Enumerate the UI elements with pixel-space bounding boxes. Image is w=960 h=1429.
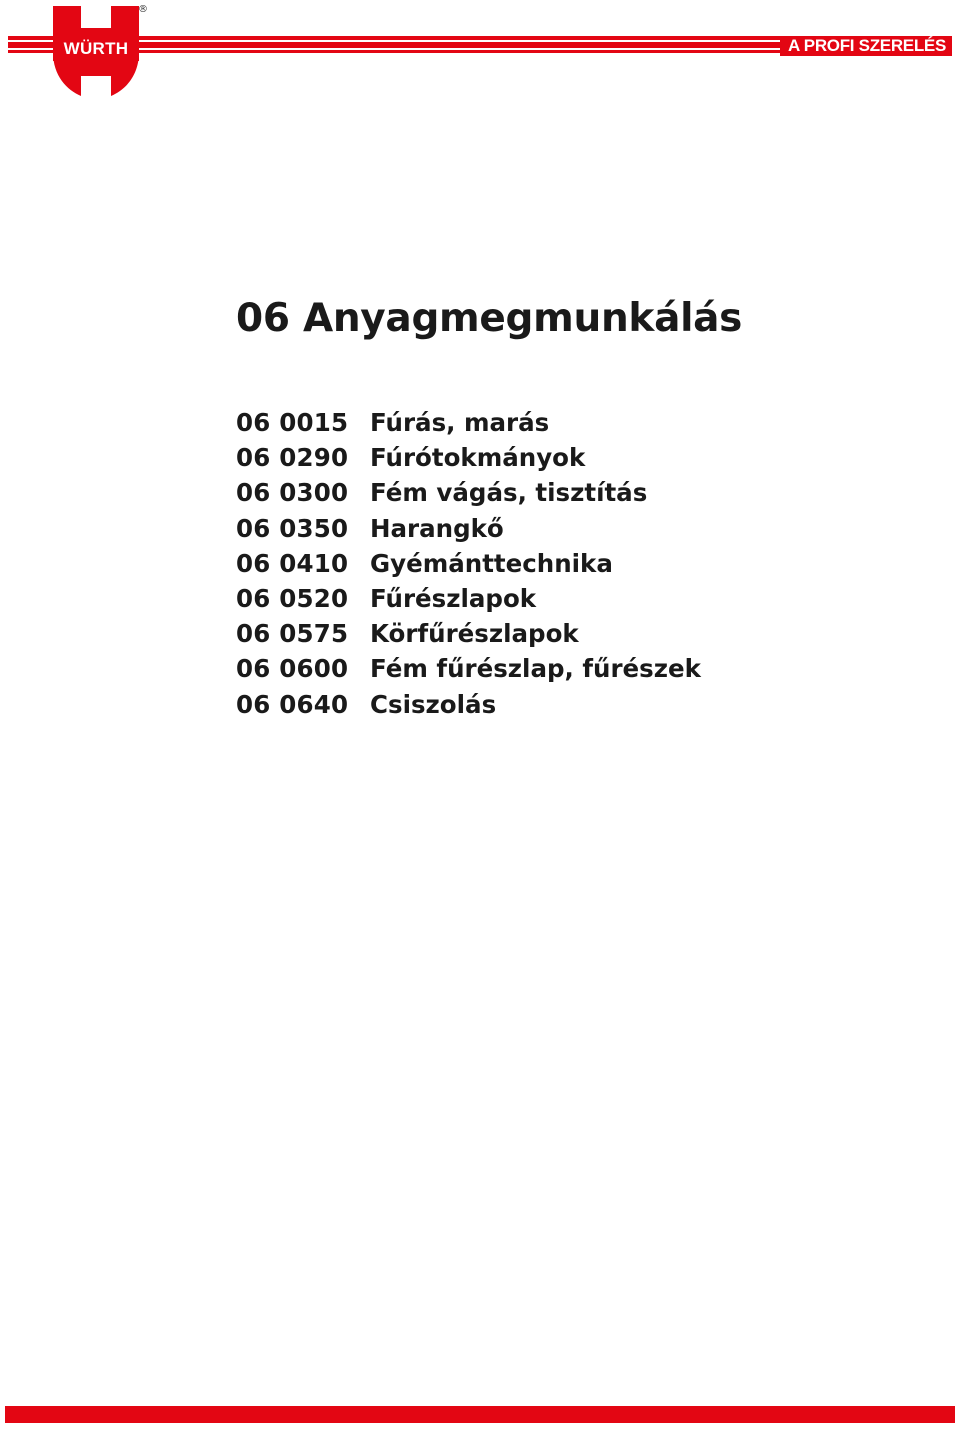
tagline-box [780,36,952,56]
toc-item-code: 06 0350 [236,513,349,543]
toc-item-label: Fúrótokmányok [370,443,586,473]
toc-item[interactable] [236,405,701,440]
toc-item-code: 06 0410 [236,548,349,578]
registered-mark: ® [138,4,148,15]
toc-item[interactable] [236,440,701,475]
table-of-contents [236,405,701,722]
toc-item[interactable] [236,651,701,686]
toc-item-label: Gyémánttechnika [370,548,613,578]
toc-item-code: 06 0015 [236,408,349,438]
logo-wordmark: WÜRTH [53,37,139,61]
toc-item-label: Harangkő [370,513,504,543]
toc-item-code: 06 0300 [236,478,349,508]
toc-item[interactable] [236,616,701,651]
toc-item-label: Fém fűrészlap, fűrészek [370,654,701,684]
toc-item[interactable] [236,546,701,581]
toc-item[interactable] [236,511,701,546]
page-title: 06 Anyagmegmunkálás [236,296,743,341]
tagline: A PROFI SZERELÉS [788,36,946,55]
toc-item-label: Fűrészlapok [370,584,537,614]
page-header [0,0,960,100]
toc-item[interactable] [236,581,701,616]
toc-item-label: Körfűrészlapok [370,619,579,649]
toc-item-label: Fém vágás, tisztítás [370,478,648,508]
toc-item-code: 06 0520 [236,584,349,614]
toc-item-code: 06 0640 [236,689,349,719]
toc-item-code: 06 0290 [236,443,349,473]
footer-bar [5,1406,955,1423]
toc-item-code: 06 0600 [236,654,349,684]
toc-item-label: Fúrás, marás [370,408,550,438]
toc-item[interactable] [236,475,701,510]
wurth-logo [53,6,139,98]
toc-item-label: Csiszolás [370,689,497,719]
toc-item[interactable] [236,687,701,722]
toc-item-code: 06 0575 [236,619,349,649]
